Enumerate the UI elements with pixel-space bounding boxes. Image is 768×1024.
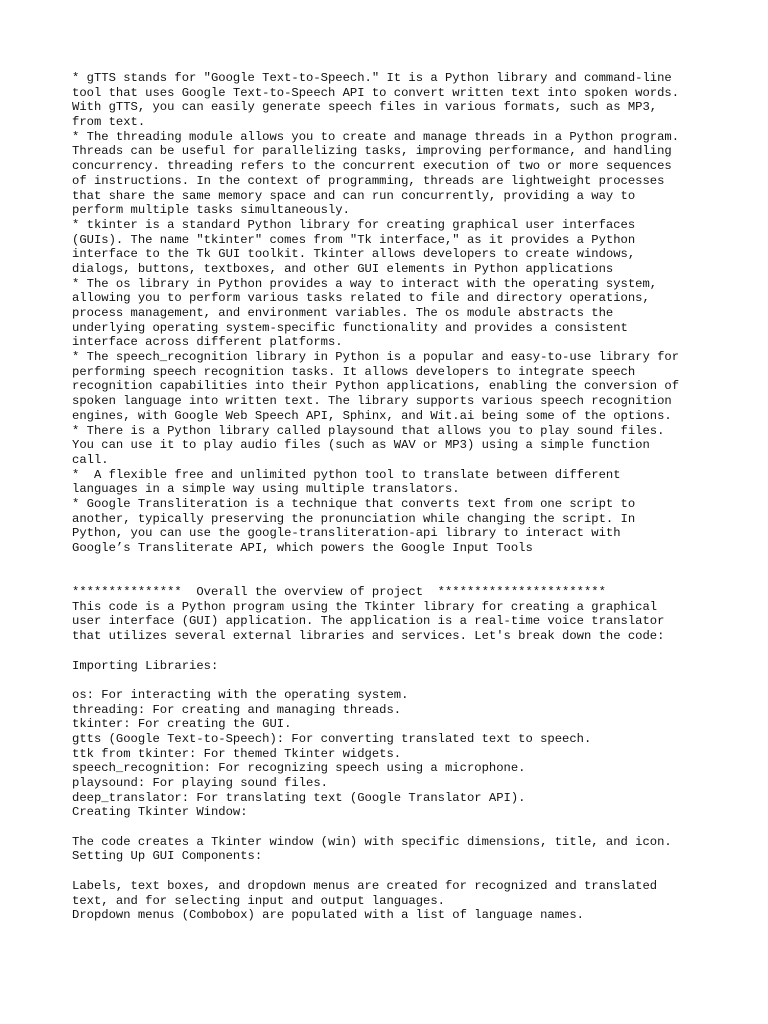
text-line: Threads can be useful for parallelizing tasks, improving performance, and handling [72,144,672,159]
text-line: gtts (Google Text-to-Speech): For converting translated text to speech. [72,731,592,746]
text-line: Python, you can use the google-transliteration-api library to interact with [72,526,621,541]
text-line: dialogs, buttons, textboxes, and other GUI elements in Python applications [72,261,614,276]
text-line: Setting Up GUI Components: [72,849,263,864]
text-line: engines, with Google Web Speech API, Sphinx, and Wit.ai being some of the options. [72,408,672,423]
text-line: * A flexible free and unlimited python tool to translate between different [72,467,621,482]
text-line: concurrency. threading refers to the concurrent execution of two or more sequences [72,159,672,174]
text-line [72,556,712,571]
text-line: Google’s Transliterate API, which powers the Google Input Tools [72,541,533,555]
text-line: * Google Transliteration is a technique that converts text from one script to [72,496,636,511]
text-line [72,644,712,659]
text-line: * The os library in Python provides a way to interact with the operating system, [72,276,658,291]
text-line: * The speech_recognition library in Python is a popular and easy-to-use library for [72,350,680,365]
text-line: call. [72,452,109,467]
text-line: deep_translator: For translating text (Google Translator API). [72,790,526,805]
text-line: that utilizes several external libraries and services. Let's break down the code: [72,629,665,644]
text-line: You can use it to play audio files (such as WAV or MP3) using a simple function [72,438,650,453]
text-line: * gTTS stands for "Google Text-to-Speech." It is a Python library and command-line [72,71,672,85]
text-line: (GUIs). The name "tkinter" comes from "Tk interface," as it provides a Python [72,232,636,247]
text-line: recognition capabilities into their Python applications, enabling the conversion of [72,379,680,394]
text-line: * The threading module allows you to create and manage threads in a Python program. [72,129,680,144]
text-line: Labels, text boxes, and dropdown menus are created for recognized and translated [72,878,658,893]
text-line: text, and for selecting input and output languages. [72,893,445,908]
document-page [72,71,712,923]
text-line: os: For interacting with the operating system. [72,687,409,702]
text-line: perform multiple tasks simultaneously. [72,203,350,218]
text-line: another, typically preserving the pronunciation while changing the script. In [72,511,636,526]
text-line: ttk from tkinter: For themed Tkinter widgets. [72,746,402,761]
text-line: performing speech recognition tasks. It allows developers to integrate speech [72,364,636,379]
text-line: playsound: For playing sound files. [72,776,328,790]
text-line: of instructions. In the context of programming, threads are lightweight processes [72,173,665,188]
text-line: * tkinter is a standard Python library for creating graphical user interfaces [72,217,636,232]
text-line: With gTTS, you can easily generate speech files in various formats, such as MP3, [72,100,658,115]
text-line: spoken language into written text. The library supports various speech recognition [72,394,672,409]
text-line: underlying operating system-specific functionality and provides a consistent [72,320,628,335]
text-line: Importing Libraries: [72,658,219,673]
text-line: user interface (GUI) application. The application is a real-time voice translator [72,614,665,629]
text-line: *************** Overall the overview of project *********************** [72,585,606,600]
text-line: allowing you to perform various tasks related to file and directory operations, [72,291,650,306]
text-line: * There is a Python library called playsound that allows you to play sound files. [72,423,665,438]
text-line: Dropdown menus (Combobox) are populated with a list of language names. [72,908,584,923]
text-line: tool that uses Google Text-to-Speech API to convert written text into spoken words. [72,85,680,100]
text-line: that share the same memory space and can run concurrently, providing a way to [72,188,636,203]
text-line: tkinter: For creating the GUI. [72,717,292,732]
text-line [72,820,712,835]
text-line: interface to the Tk GUI toolkit. Tkinter allows developers to create windows, [72,247,636,262]
text-line [72,673,712,688]
text-line: speech_recognition: For recognizing speech using a microphone. [72,761,526,776]
text-line: threading: For creating and managing threads. [72,702,402,717]
text-line: languages in a simple way using multiple translators. [72,482,460,497]
text-line: Creating Tkinter Window: [72,805,248,820]
text-line: This code is a Python program using the Tkinter library for creating a graphical [72,599,658,614]
text-line [72,570,712,585]
text-line: process management, and environment variables. The os module abstracts the [72,306,614,320]
text-line [72,864,712,879]
text-line: from text. [72,115,146,130]
text-line: The code creates a Tkinter window (win) with specific dimensions, title, and icon. [72,834,672,849]
text-line: interface across different platforms. [72,335,343,350]
